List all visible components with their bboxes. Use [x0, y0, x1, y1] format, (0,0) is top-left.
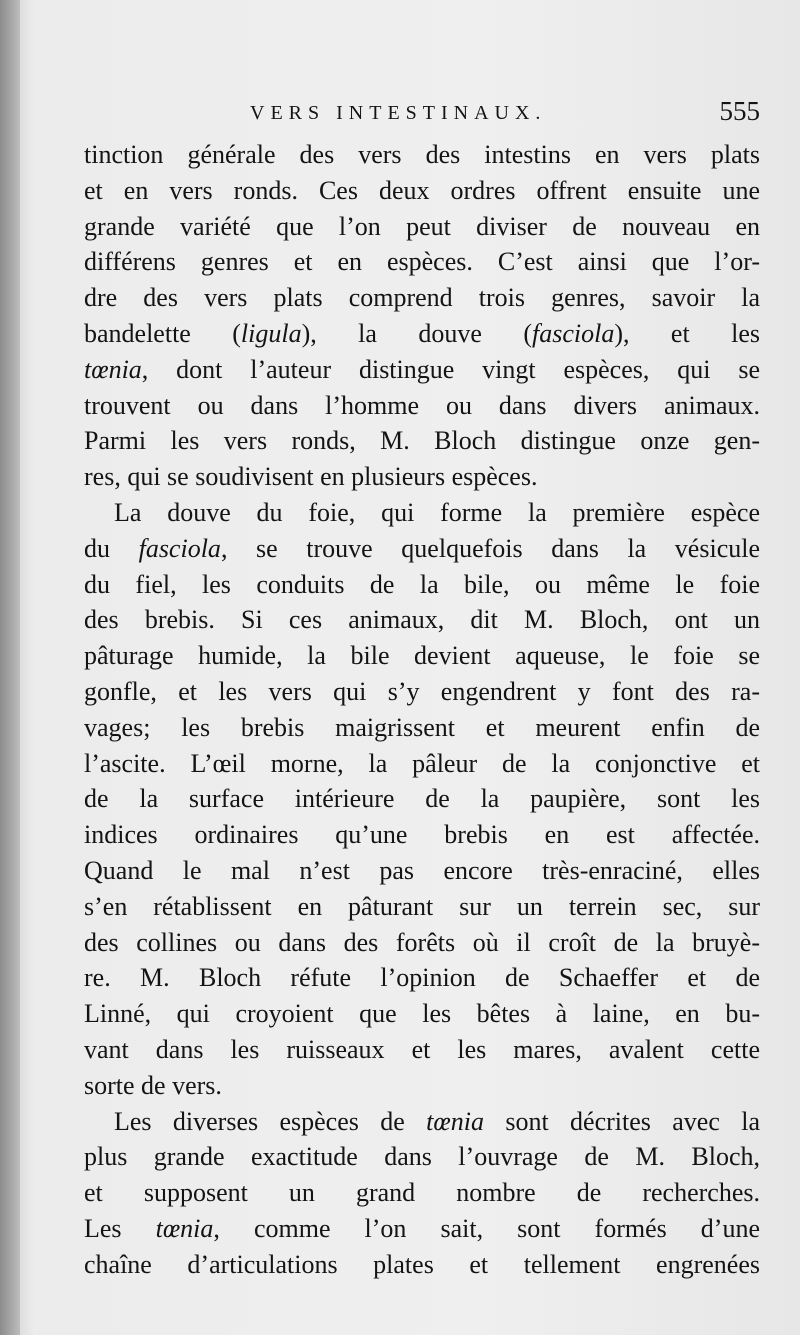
- text-run: des collines ou dans des forêts où il croît de la bruyè-: [84, 927, 760, 957]
- text-run: bandelette (: [84, 318, 241, 348]
- text-run: de la surface intérieure de la paupière, sont les: [84, 784, 760, 814]
- text-run: du fiel, les conduits de la bile, ou même le foie: [84, 569, 760, 599]
- text-line: [84, 853, 760, 889]
- text-line: [84, 423, 760, 459]
- text-line: [84, 244, 760, 280]
- text-run: l’ascite. L’œil morne, la pâleur de la conjonctive et: [84, 748, 760, 778]
- italic-term: tœnia: [426, 1106, 484, 1136]
- text-line: [84, 602, 760, 638]
- text-line: [84, 746, 760, 782]
- text-run: tinction générale des vers des intestins en vers plats: [84, 140, 760, 169]
- text-line: [84, 1211, 760, 1247]
- text-line: [84, 1068, 760, 1104]
- text-line: [84, 459, 760, 495]
- text-run: vant dans les ruisseaux et les mares, avalent cette: [84, 1034, 760, 1064]
- text-line: [84, 531, 760, 567]
- italic-term: fasciola: [138, 533, 221, 563]
- text-line: [84, 1104, 760, 1140]
- text-line: [84, 173, 760, 209]
- text-run: s’en rétablissent en pâturant sur un terrein sec, sur: [84, 891, 760, 921]
- page-number: 555: [719, 96, 760, 126]
- text-line: [84, 996, 760, 1032]
- text-run: ), et les: [614, 318, 760, 348]
- text-run: trouvent ou dans l’homme ou dans divers animaux.: [84, 390, 760, 420]
- text-line: [84, 280, 760, 316]
- running-head: [84, 96, 762, 136]
- text-line: [84, 1175, 760, 1211]
- text-line: [84, 710, 760, 746]
- text-run: , se trouve quelquefois dans la vésicule: [220, 533, 760, 563]
- text-run: Les diverses espèces de: [114, 1106, 427, 1136]
- text-run: et supposent un grand nombre de recherches.: [84, 1178, 760, 1208]
- text-line: [84, 352, 760, 388]
- text-run: vages; les brebis maigrissent et meurent enfin de: [84, 712, 760, 742]
- text-run: du: [84, 533, 139, 563]
- text-line: [84, 817, 760, 853]
- text-line: [84, 674, 760, 710]
- text-line: [84, 889, 760, 925]
- text-run: différens genres et en espèces. C’est ainsi que l’or-: [84, 247, 760, 277]
- text-run: indices ordinaires qu’une brebis en est affectée.: [84, 820, 760, 850]
- italic-term: tœnia: [155, 1213, 214, 1243]
- running-head-title: VERS INTESTINAUX.: [250, 102, 547, 124]
- text-run: Linné, qui croyoient que les bêtes à laine, en bu-: [84, 999, 760, 1029]
- text-line: [84, 1247, 760, 1283]
- text-line: [84, 495, 760, 531]
- text-line: [84, 960, 760, 996]
- text-line: [84, 1032, 760, 1068]
- italic-term: tœnia: [84, 354, 142, 384]
- text-run: La douve du foie, qui forme la première espèce: [114, 497, 760, 527]
- body-text: [84, 137, 760, 1283]
- text-run: grande variété que l’on peut diviser de nouveau en: [84, 211, 760, 241]
- text-run: gonfle, et les vers qui s’y engendrent y font des ra-: [84, 676, 760, 706]
- text-run: et en vers ronds. Ces deux ordres offrent ensuite une: [84, 175, 760, 205]
- page-gutter-shadow: [0, 0, 20, 1335]
- text-run: des brebis. Si ces animaux, dit M. Bloch, ont un: [84, 605, 760, 635]
- text-line: [84, 388, 760, 424]
- text-line: [84, 567, 760, 603]
- text-run: plus grande exactitude dans l’ouvrage de M. Bloch,: [84, 1142, 760, 1172]
- text-run: pâturage humide, la bile devient aqueuse, le foie se: [84, 641, 760, 671]
- text-run: res, qui se soudivisent en plusieurs espèces.: [84, 462, 538, 492]
- text-run: ), la douve (: [301, 318, 532, 348]
- text-run: chaîne d’articulations plates et tellement engrenées: [84, 1249, 760, 1279]
- text-line: [84, 638, 760, 674]
- text-line: [84, 1139, 760, 1175]
- text-line: [84, 209, 760, 245]
- text-run: , dont l’auteur distingue vingt espèces, qui se: [141, 354, 760, 384]
- text-line: [84, 316, 760, 352]
- text-run: Parmi les vers ronds, M. Bloch distingue onze gen-: [84, 426, 760, 456]
- text-run: sorte de vers.: [84, 1070, 222, 1100]
- text-run: re. M. Bloch réfute l’opinion de Schaeffer et de: [84, 963, 760, 993]
- text-line: [84, 137, 760, 173]
- text-run: dre des vers plats comprend trois genres, savoir la: [84, 283, 760, 313]
- text-line: [84, 781, 760, 817]
- text-line: [84, 925, 760, 961]
- italic-term: ligula: [240, 318, 302, 348]
- text-run: , comme l’on sait, sont formés d’une: [213, 1213, 760, 1243]
- text-run: sont décrites avec la: [483, 1106, 760, 1136]
- italic-term: fasciola: [532, 318, 615, 348]
- text-run: Quand le mal n’est pas encore très-enraciné, elles: [84, 855, 760, 885]
- text-run: Les: [84, 1213, 156, 1243]
